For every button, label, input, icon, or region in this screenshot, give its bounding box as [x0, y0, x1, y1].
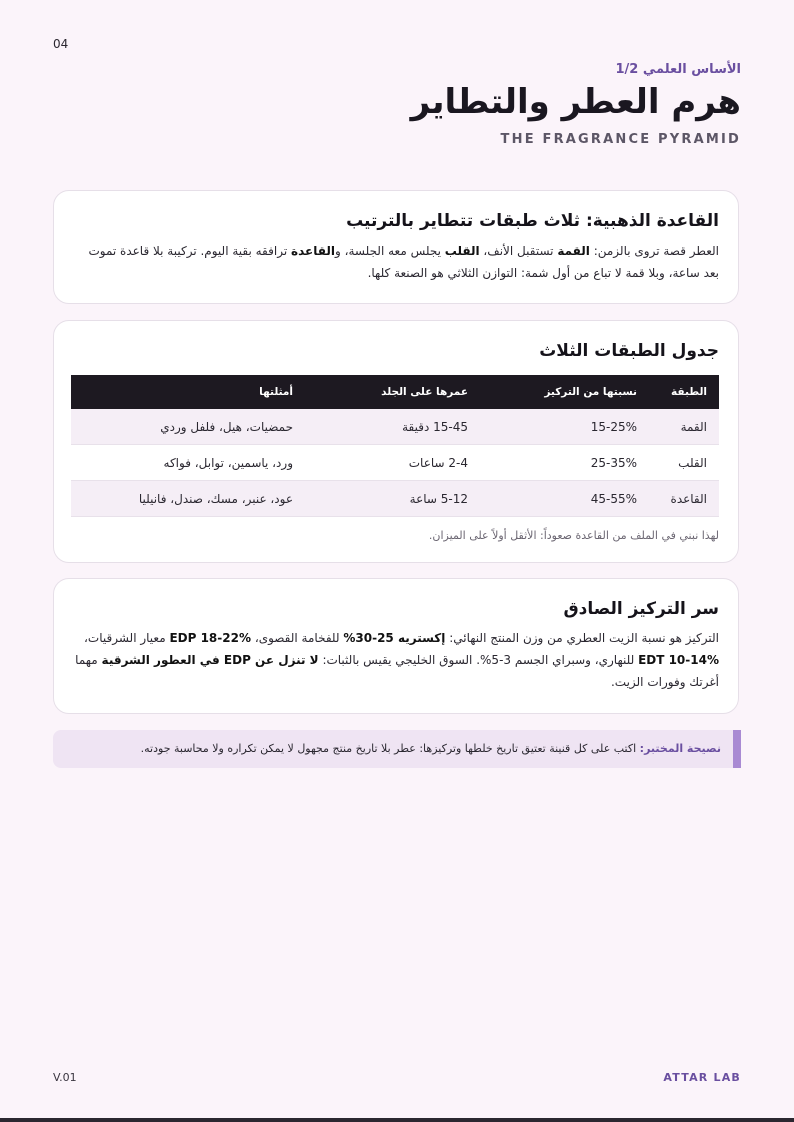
concentration-heading: سر التركيز الصادق: [563, 599, 719, 619]
table-cell: 5-12 ساعة: [305, 481, 480, 517]
layers-table: [71, 375, 719, 517]
table-cell: عود، عنبر، مسك، صندل، فانيليا: [71, 481, 305, 517]
table-cell: 15-25%: [480, 409, 649, 445]
table-cell: حمضيات، هيل، فلفل وردي: [71, 409, 305, 445]
table-cell: 2-4 ساعات: [305, 445, 480, 481]
golden-rule-heading: القاعدة الذهبية: ثلاث طبقات تتطاير بالترتيب: [346, 211, 719, 231]
version-label: V.01: [53, 1071, 77, 1084]
tip-text: اكتب على كل قنينة تعتيق تاريخ خلطها وتركيزها: عطر بلا تاريخ منتج مجهول لا يمكن تكراره ولا محاسبة جودته.: [140, 742, 640, 755]
column-header: نسبتها من التركيز: [544, 386, 637, 398]
bottom-rule: [0, 1118, 794, 1122]
tip-label: نصيحة المختبر:: [639, 742, 721, 755]
table-cell: القاعدة: [649, 481, 719, 517]
section-kicker: الأساس العلمي 1/2: [615, 62, 741, 77]
table-cell: ورد، ياسمين، توابل، فواكه: [71, 445, 305, 481]
table-row: [71, 481, 719, 517]
table-note: لهذا نبني في الملف من القاعدة صعوداً: الأثقل أولاً على الميزان.: [428, 529, 719, 542]
golden-rule-card: [53, 190, 739, 304]
column-header: عمرها على الجلد: [381, 386, 468, 398]
table-cell: 15-45 دقيقة: [305, 409, 480, 445]
lab-tip-callout: [53, 730, 741, 768]
page-number: 04: [53, 37, 69, 51]
page-subtitle: THE FRAGRANCE PYRAMID: [500, 132, 741, 148]
layers-table-heading: جدول الطبقات الثلاث: [539, 341, 719, 361]
table-row: [71, 409, 719, 445]
table-cell: 45-55%: [480, 481, 649, 517]
layers-table-card: [53, 320, 739, 563]
table-cell: القمة: [649, 409, 719, 445]
page-title: هرم العطر والتطاير: [410, 82, 741, 122]
column-header: أمثلتها: [259, 386, 293, 398]
brand-label: ATTAR LAB: [663, 1071, 741, 1084]
table-cell: القلب: [649, 445, 719, 481]
table-header-row: [71, 375, 719, 409]
table-cell: 25-35%: [480, 445, 649, 481]
column-header: الطبقة: [671, 386, 707, 398]
page-header: [411, 62, 741, 147]
concentration-card: [53, 578, 739, 714]
golden-rule-text: العطر قصة تروى بالزمن: القمة تستقبل الأنف، القلب يجلس معه الجلسة، والقاعدة ترافقه بقية اليوم. تركيبة بلا قاعدة تموت بعد ساعة، وبلا قمة لا تباع من أول شمة: التوازن الثلاثي هو الصنعة كلها.: [88, 244, 719, 280]
concentration-text: التركيز هو نسبة الزيت العطري من وزن المنتج النهائي: إكستريه 25-30% للفخامة القصوى، EDP 18-22% معيار الشرقيات، EDT 10-14% للنهاري، وسبراي الجسم 3-5%. السوق الخليجي يقيس بالثبات: لا تنزل عن EDP في العطور الشرقية مهما أغرتك وفورات الزيت.: [75, 631, 719, 689]
table-row: [71, 445, 719, 481]
